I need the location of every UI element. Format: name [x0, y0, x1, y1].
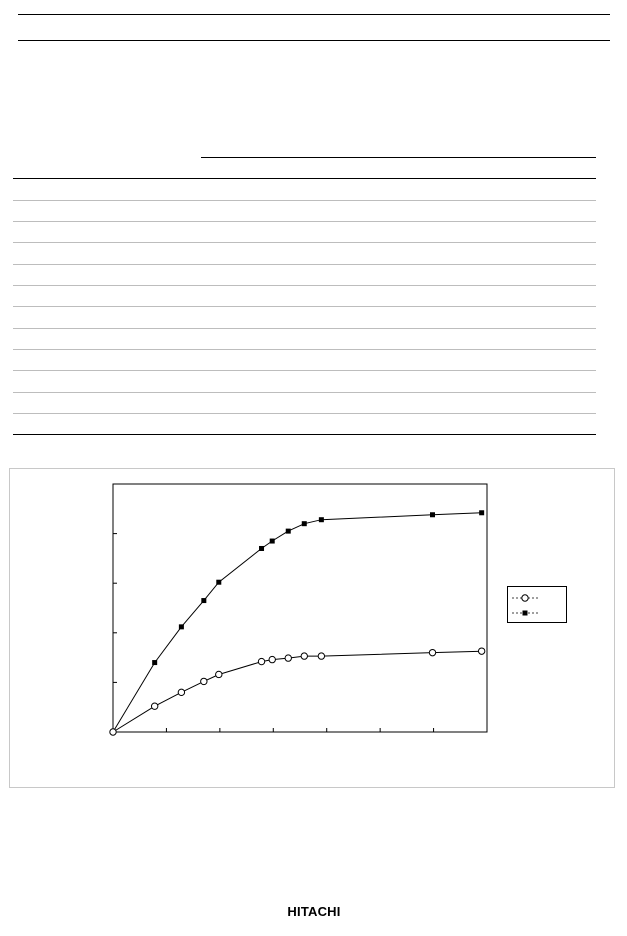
data-point-circle	[201, 678, 207, 684]
legend-item-filled-square	[512, 611, 538, 616]
open-circle-marker-icon	[522, 595, 528, 601]
data-point-square	[319, 517, 324, 522]
data-point-circle	[258, 658, 264, 664]
data-point-circle	[478, 648, 484, 654]
data-point-square	[302, 521, 307, 526]
data-point-square	[286, 529, 291, 534]
data-point-circle	[269, 656, 275, 662]
data-point-circle	[151, 703, 157, 709]
data-point-circle	[429, 649, 435, 655]
series-line-open-circle	[113, 651, 482, 732]
data-point-square	[270, 539, 275, 544]
filled-square-marker-icon	[523, 611, 528, 616]
data-point-circle	[285, 655, 291, 661]
data-point-square	[259, 546, 264, 551]
plot-area-frame	[113, 484, 487, 732]
data-point-circle	[178, 689, 184, 695]
data-point-square	[201, 598, 206, 603]
data-point-square	[479, 510, 484, 515]
data-point-square	[152, 660, 157, 665]
data-point-square	[430, 512, 435, 517]
data-point-circle	[216, 671, 222, 677]
hitachi-logo: HITACHI	[287, 904, 341, 919]
legend-item-open-circle	[512, 595, 538, 601]
data-point-square	[216, 580, 221, 585]
data-point-square	[179, 624, 184, 629]
chart-legend	[507, 586, 567, 623]
data-point-circle	[318, 653, 324, 659]
data-point-circle	[301, 653, 307, 659]
data-point-circle	[110, 729, 116, 735]
